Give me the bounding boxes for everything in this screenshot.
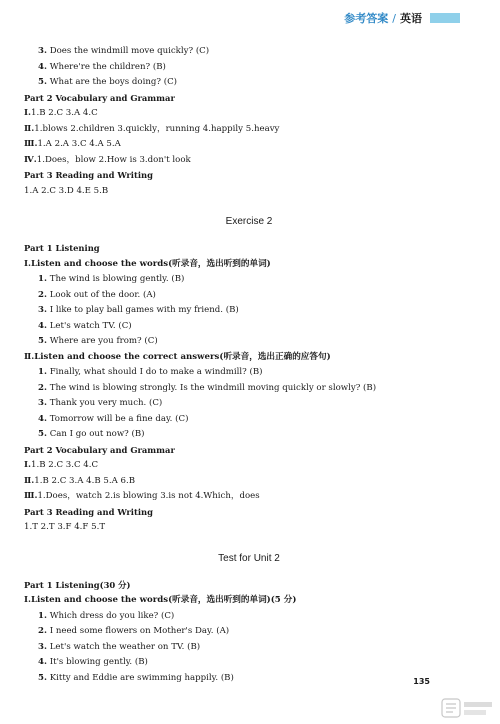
item-number: 4.: [38, 413, 47, 424]
item-number: 5.: [38, 77, 47, 87]
watermark-logo-icon: [440, 696, 496, 720]
item-text: 1.T 2.T 3.F 4.F 5.T: [24, 522, 106, 532]
item-number: Ⅱ.: [24, 351, 35, 362]
answer-line: [24, 396, 474, 412]
item-number: 1.: [38, 367, 47, 377]
part-heading: Part 1 Listening: [24, 243, 100, 253]
item-text: Where are you from? (C): [46, 336, 158, 346]
item-number: 4.: [38, 61, 47, 72]
item-text: Where're the children? (B): [46, 61, 166, 72]
item-number: 5.: [38, 429, 47, 439]
part-heading: Part 3 Reading and Writing: [24, 506, 153, 517]
item-text: I need some flowers on Mother's Day. (A): [46, 626, 230, 636]
item-text: Which dress do you like? (C): [46, 610, 175, 621]
answer-line: [24, 106, 474, 122]
item-number: Ⅰ.: [24, 460, 32, 470]
question-group-heading: [24, 593, 474, 609]
item-text: 1.B 2.C 3.A 4.B 5.A 6.B: [34, 475, 136, 486]
answer-line: [24, 624, 474, 640]
item-number: Ⅳ.: [24, 154, 37, 165]
answer-line: [24, 75, 474, 91]
subject-label: 英语: [400, 12, 422, 25]
answer-line: [24, 520, 474, 536]
answer-line: [24, 381, 474, 397]
answer-label: 参考答案: [344, 12, 389, 25]
answer-key-content: [24, 44, 474, 686]
item-number: 4.: [38, 320, 47, 331]
item-text: Listen and choose the words(听录音，选出听到的单词)(5 分): [31, 595, 297, 605]
part-heading: Part 2 Vocabulary and Grammar: [24, 444, 175, 455]
answer-line: [24, 303, 474, 319]
item-number: Ⅱ.: [24, 123, 35, 134]
section-title: Test for Unit 2: [218, 552, 280, 564]
item-text: Can I go out now? (B): [46, 429, 145, 439]
page-header: [344, 10, 460, 26]
item-text: Kitty and Eddie are swimming happily. (B): [46, 672, 234, 683]
answer-line: [24, 334, 474, 350]
item-number: 1.: [38, 274, 47, 284]
item-text: 1.B 2.C 3.A 4.C: [31, 108, 98, 118]
item-text: Let's watch the weather on TV. (B): [46, 641, 201, 652]
item-number: 5.: [38, 672, 47, 683]
item-text: 1.A 2.C 3.D 4.E 5.B: [24, 185, 109, 196]
answer-line: [24, 60, 474, 76]
item-text: Finally, what should I do to make a windmill? (B): [46, 367, 263, 377]
item-number: 2.: [38, 382, 47, 393]
answer-line: [24, 365, 474, 381]
answer-line: [24, 640, 474, 656]
part-heading: Part 2 Vocabulary and Grammar: [24, 92, 175, 103]
item-number: Ⅰ.: [24, 108, 32, 118]
answer-line: [24, 412, 474, 428]
answer-line: [24, 427, 474, 443]
item-number: 4.: [38, 657, 47, 667]
answer-line: [24, 609, 474, 625]
item-text: What are the boys doing? (C): [46, 77, 177, 87]
answer-line: [24, 153, 474, 169]
item-text: Let's watch TV. (C): [46, 320, 132, 331]
item-text: It's blowing gently. (B): [46, 657, 148, 667]
part-heading: Part 3 Reading and Writing: [24, 170, 153, 180]
question-group-heading: [24, 257, 474, 273]
item-number: 3.: [38, 398, 47, 408]
answer-line: [24, 288, 474, 304]
section-title: Exercise 2: [225, 216, 273, 227]
header-slash: /: [392, 11, 396, 25]
answer-line: [24, 272, 474, 288]
item-number: 3.: [38, 305, 47, 315]
answer-line: [24, 122, 474, 138]
item-number: Ⅲ.: [24, 139, 38, 149]
answer-line: [24, 671, 474, 687]
page-number: 135: [413, 677, 430, 686]
part-heading: Part 1 Listening(30 分): [24, 579, 131, 590]
item-number: 2.: [38, 626, 47, 636]
answer-line: [24, 319, 474, 335]
item-number: Ⅲ.: [24, 491, 38, 501]
item-text: 1.A 2.A 3.C 4.A 5.A: [37, 139, 121, 149]
answer-line: [24, 458, 474, 474]
answer-line: [24, 655, 474, 671]
item-text: I like to play ball games with my friend. (B): [46, 305, 239, 315]
item-number: 5.: [38, 336, 47, 346]
answer-line: [24, 489, 474, 505]
item-text: Look out of the door. (A): [46, 289, 156, 300]
item-text: The wind is blowing strongly. Is the windmill moving quickly or slowly? (B): [46, 382, 377, 393]
item-number: Ⅱ.: [24, 475, 35, 486]
item-text: 1.blows 2.children 3.quickly，running 4.happily 5.heavy: [34, 123, 280, 134]
answer-line: [24, 137, 474, 153]
item-text: Thank you very much. (C): [46, 398, 163, 408]
answer-line: [24, 184, 474, 200]
item-number: Ⅰ.: [24, 595, 32, 605]
item-text: 1.Does，watch 2.is blowing 3.is not 4.Which，does: [37, 491, 260, 501]
item-number: 2.: [38, 289, 47, 300]
item-text: The wind is blowing gently. (B): [46, 274, 185, 284]
item-text: Does the windmill move quickly? (C): [46, 46, 210, 56]
item-number: Ⅰ.: [24, 258, 32, 269]
item-text: Listen and choose the correct answers(听录音，选出正确的应答句): [34, 351, 331, 362]
question-group-heading: [24, 350, 474, 366]
item-text: 1.Does，blow 2.How is 3.don't look: [36, 154, 191, 165]
item-text: 1.B 2.C 3.C 4.C: [31, 460, 99, 470]
item-number: 1.: [38, 610, 47, 621]
answer-line: [24, 44, 474, 60]
answer-line: [24, 474, 474, 490]
item-text: Tomorrow will be a fine day. (C): [46, 413, 189, 424]
header-color-bar: [430, 13, 460, 23]
item-number: 3.: [38, 641, 47, 652]
item-number: 3.: [38, 46, 47, 56]
item-text: Listen and choose the words(听录音，选出听到的单词): [31, 258, 271, 269]
